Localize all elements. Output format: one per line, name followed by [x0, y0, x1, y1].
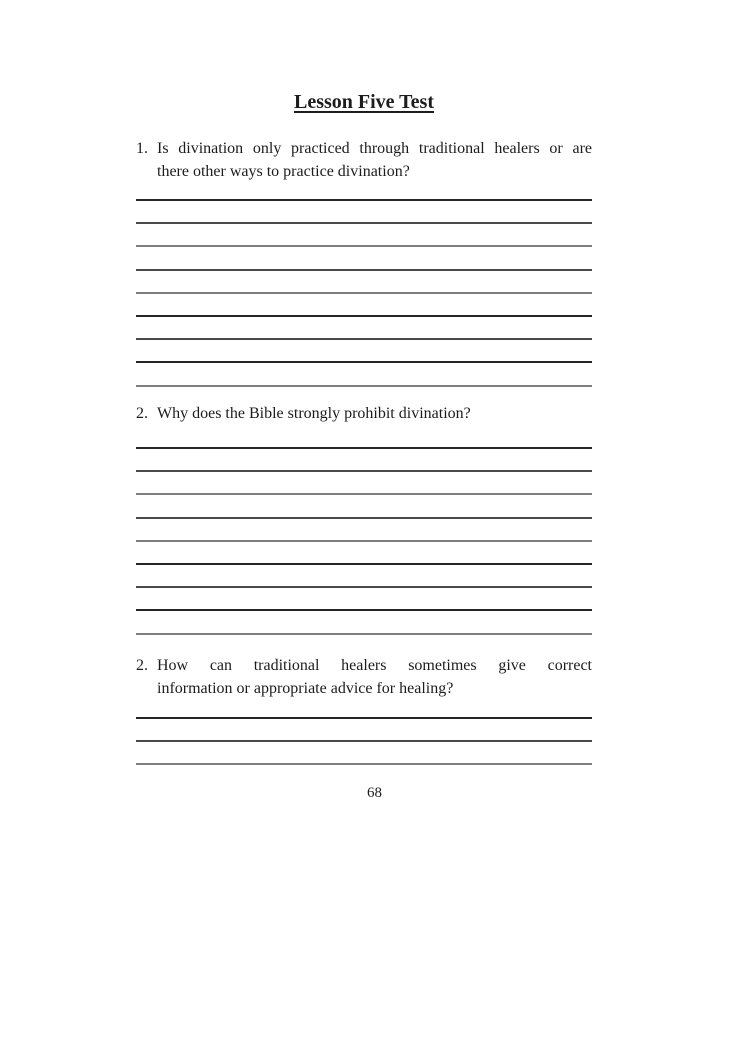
answer-line: [136, 586, 592, 609]
question-1-text: [157, 137, 592, 183]
answer-line: [136, 470, 592, 493]
answer-line: [136, 563, 592, 586]
answer-line: [136, 740, 592, 763]
question-3-line-2: information or appropriate advice for healing?: [157, 680, 454, 697]
question-3-text: [157, 654, 592, 700]
question-3-line-1: How can traditional healers sometimes give correct: [157, 657, 592, 674]
answer-line: [136, 493, 592, 516]
answer-line: [136, 315, 592, 338]
question-2: [136, 402, 592, 425]
answer-line: [136, 222, 592, 245]
question-1: [136, 137, 592, 183]
answer-line: [136, 199, 592, 222]
answer-line: [136, 269, 592, 292]
question-3-answer-lines: [136, 717, 592, 787]
answer-line: [136, 717, 592, 740]
page-title: [136, 91, 592, 114]
answer-line: [136, 447, 592, 470]
question-1-line-2: there other ways to practice divination?: [157, 163, 410, 180]
answer-line: [136, 517, 592, 540]
question-3: [136, 654, 592, 700]
answer-line: [136, 245, 592, 268]
question-2-text: [157, 402, 592, 425]
answer-line: [136, 338, 592, 361]
answer-line: [136, 540, 592, 563]
answer-line: [136, 292, 592, 315]
answer-line: [136, 609, 592, 632]
question-3-number: 2.: [136, 657, 148, 674]
question-2-number: 2.: [136, 405, 148, 422]
answer-line: [136, 763, 592, 786]
question-2-answer-lines: [136, 447, 592, 656]
answer-line: [136, 633, 592, 656]
question-1-line-1: Is divination only practiced through traditional healers or are: [157, 140, 592, 157]
page-number: 68: [367, 785, 382, 801]
question-1-number: 1.: [136, 140, 148, 157]
question-2-line-1: Why does the Bible strongly prohibit divination?: [157, 405, 471, 422]
page-title-text: Lesson Five Test: [293, 91, 435, 113]
question-1-answer-lines: [136, 199, 592, 408]
answer-line: [136, 361, 592, 384]
